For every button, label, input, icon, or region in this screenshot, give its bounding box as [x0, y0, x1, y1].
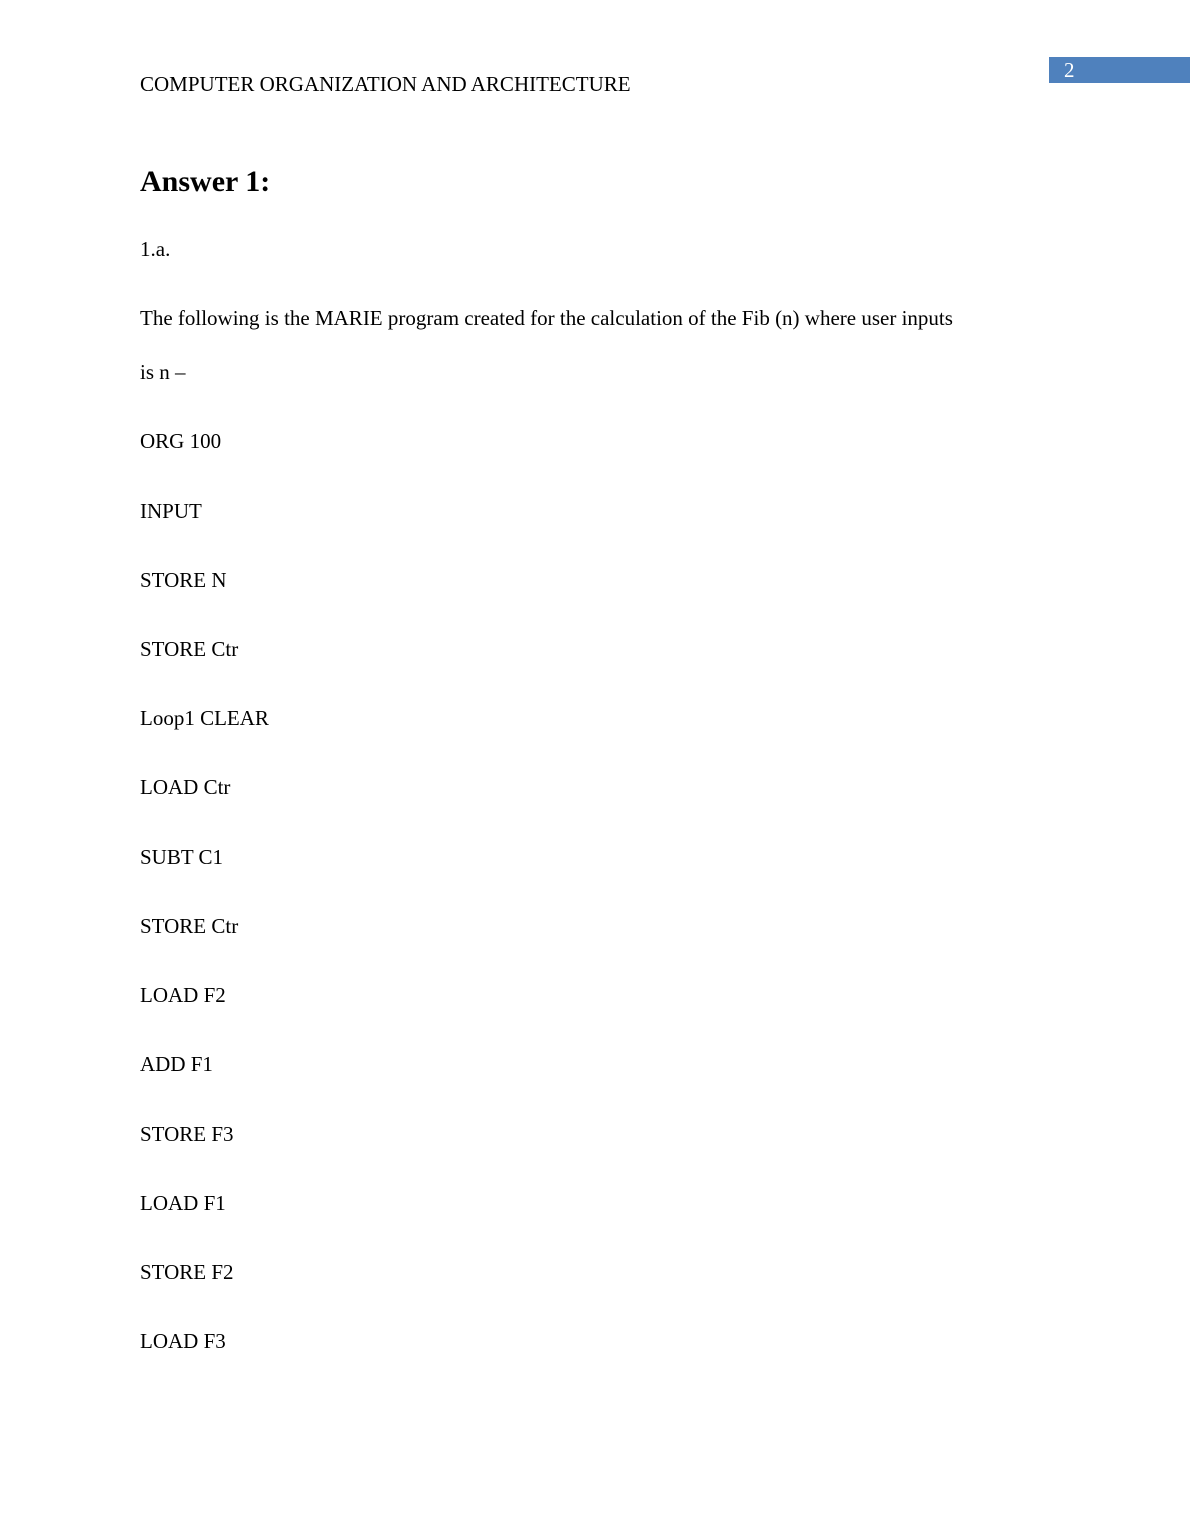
code-line: LOAD F1 [140, 1191, 226, 1215]
code-line: STORE N [140, 568, 227, 592]
code-line: ORG 100 [140, 429, 222, 453]
code-line: LOAD F2 [140, 983, 226, 1007]
page-number-badge [1049, 57, 1190, 83]
page-number: 2 [1064, 58, 1075, 82]
intro-paragraph-line-2: is n – [140, 360, 186, 384]
code-line: INPUT [140, 499, 202, 523]
code-line: STORE F3 [140, 1122, 234, 1146]
answer-heading: Answer 1: [140, 165, 271, 198]
subsection-label: 1.a. [140, 237, 171, 261]
code-line: Loop1 CLEAR [140, 706, 269, 730]
code-line: LOAD Ctr [140, 775, 231, 799]
code-line: STORE Ctr [140, 637, 239, 661]
code-line: STORE Ctr [140, 914, 239, 938]
running-header-title: COMPUTER ORGANIZATION AND ARCHITECTURE [140, 72, 631, 96]
code-line: SUBT C1 [140, 845, 224, 869]
intro-paragraph-line-1: The following is the MARIE program created for the calculation of the Fib (n) where user inputs [140, 306, 953, 330]
code-line: ADD F1 [140, 1052, 213, 1076]
code-line: LOAD F3 [140, 1329, 226, 1353]
code-line: STORE F2 [140, 1260, 234, 1284]
